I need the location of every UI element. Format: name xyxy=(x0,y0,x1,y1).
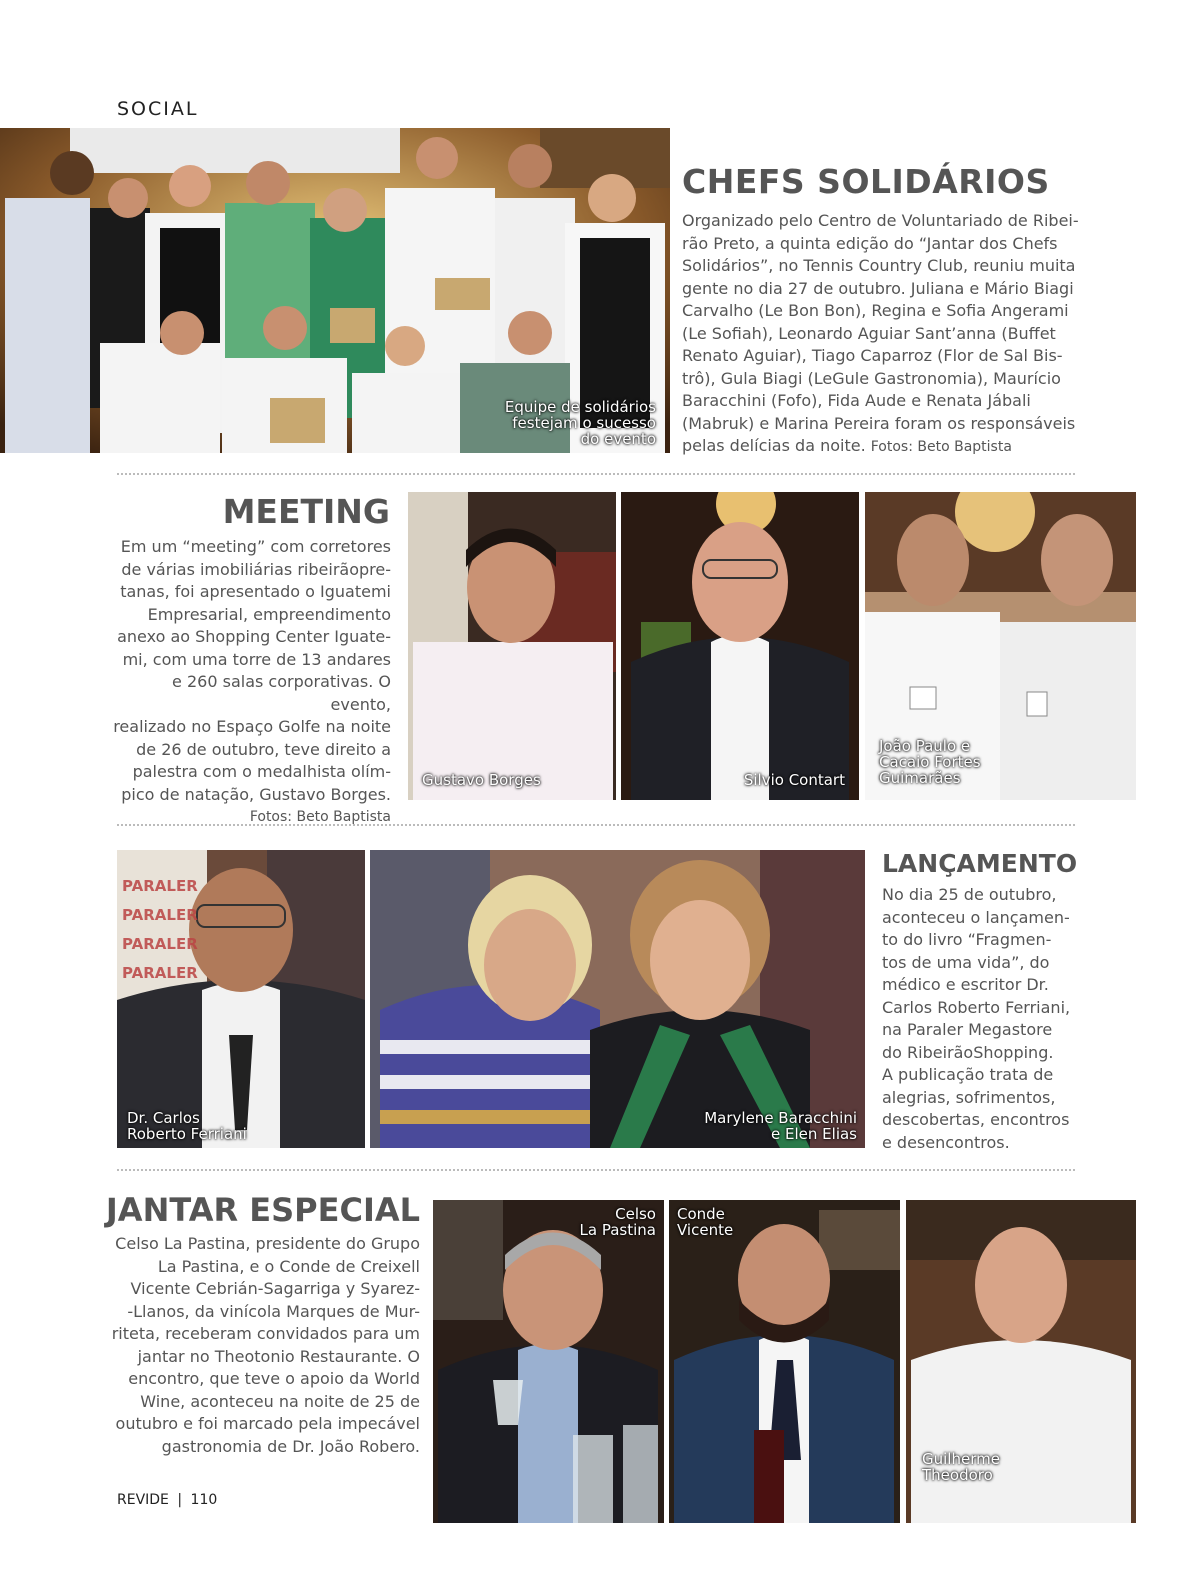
jantar-caption-guilherme: Guilherme Theodoro xyxy=(922,1450,1000,1484)
jantar-body: Celso La Pastina, presidente do Grupo La Pastina, e o Conde de Creixell Vicente Cebrián-Sagarriga y Syarez- -Llanos, da vinícola Marques de Mur- riteta, receberam convidados para um jantar no Theotonio Restaurante. O encontro, que teve o apoio da World Wine, aconteceu na noite de 25 de outubro e foi marcado pela impecável gastronomia de Dr. João Robero. xyxy=(111,1234,420,1456)
meeting-caption-joao-cacaio: João Paulo e Cacaio Fortes Guimarães xyxy=(879,737,981,787)
lancamento-photo-marylene-elen xyxy=(370,850,865,1148)
chefs-photo-caption: Equipe de solidários festejam o sucesso do evento xyxy=(504,398,656,448)
chefs-group-photo xyxy=(0,128,670,453)
jantar-title: JANTAR ESPECIAL xyxy=(105,1191,420,1229)
jantar-photo-guilherme xyxy=(906,1200,1136,1523)
section-label: SOCIAL xyxy=(117,98,199,120)
chefs-body: Organizado pelo Centro de Voluntariado de Ribei- rão Preto, a quinta edição do “Jantar dos Chefs Solidários”, no Tennis Country Club, reuniu muita gente no dia 27 de outubro. Juliana e Mário Biagi Carvalho (Le Bon Bon), Regina e Sofia Angerami (Le Sofiah), Leonardo Aguiar Sant’anna (Buffet Renato Aguiar), Tiago Caparroz (Flor de Sal Bis- trô), Gula Biagi (LeGule Gastronomia), Maurício Baracchini (Fofo), Fida Aude e Renata Jábali (Mabruk) e Marina Pereira foram os responsáveis pelas delícias da noite. Fotos: Beto Baptista xyxy=(682,211,1079,455)
jantar-photo-celso xyxy=(433,1200,664,1523)
magazine-name: REVIDE xyxy=(117,1492,169,1508)
meeting-credit: Fotos: Beto Baptista xyxy=(249,809,391,825)
divider-2 xyxy=(117,824,1075,826)
chefs-title: CHEFS SOLIDÁRIOS xyxy=(682,162,1050,201)
page-number: 110 xyxy=(190,1492,218,1508)
footer-separator: | xyxy=(177,1492,183,1508)
meeting-photo-joao-cacaio xyxy=(865,492,1136,800)
chefs-credit: Fotos: Beto Baptista xyxy=(870,439,1012,455)
meeting-title: MEETING xyxy=(222,492,390,531)
jantar-caption-conde: Conde Vicente xyxy=(677,1205,734,1239)
lancamento-title: LANÇAMENTO xyxy=(882,849,1078,878)
lancamento-body: No dia 25 de outubro, aconteceu o lançamen- to do livro “Fragmen- tos de uma vida”, do médico e escritor Dr. Carlos Roberto Ferriani, na Paraler Megastore do RibeirãoShopping. A publicação trata de alegrias, sofrimentos, descobertas, encontros e desencontros. xyxy=(882,885,1071,1152)
store-sign: PARALER PARALER PARALER PARALER xyxy=(122,877,198,982)
lancamento-caption-marylene-elen: Marylene Baracchini e Elen Elias xyxy=(704,1109,857,1143)
meeting-body: Em um “meeting” com corretores de várias imobiliárias ribeirãopre- tanas, foi apresentado o Iguatemi Empresarial, empreendimento anexo ao Shopping Center Iguate- mi, com uma torre de 13 andares e 260 salas corporativas. O evento, realizado no Espaço Golfe na noite de 26 de outubro, teve direito a palestra com o medalhista olím- pico de natação, Gustavo Borges. Fotos: Beto Baptista xyxy=(110,536,391,829)
divider-1 xyxy=(117,473,1075,475)
meeting-photo-silvio xyxy=(621,492,859,800)
lancamento-photo-ferriani xyxy=(117,850,365,1148)
divider-3 xyxy=(117,1169,1075,1171)
jantar-caption-celso: Celso La Pastina xyxy=(579,1205,656,1239)
meeting-caption-silvio: Silvio Contart xyxy=(743,771,845,789)
meeting-photo-gustavo xyxy=(408,492,616,800)
meeting-caption-gustavo: Gustavo Borges xyxy=(422,771,541,789)
jantar-photo-conde xyxy=(669,1200,900,1523)
page-footer xyxy=(117,1492,217,1508)
lancamento-caption-ferriani: Dr. Carlos Roberto Ferriani xyxy=(127,1109,247,1143)
